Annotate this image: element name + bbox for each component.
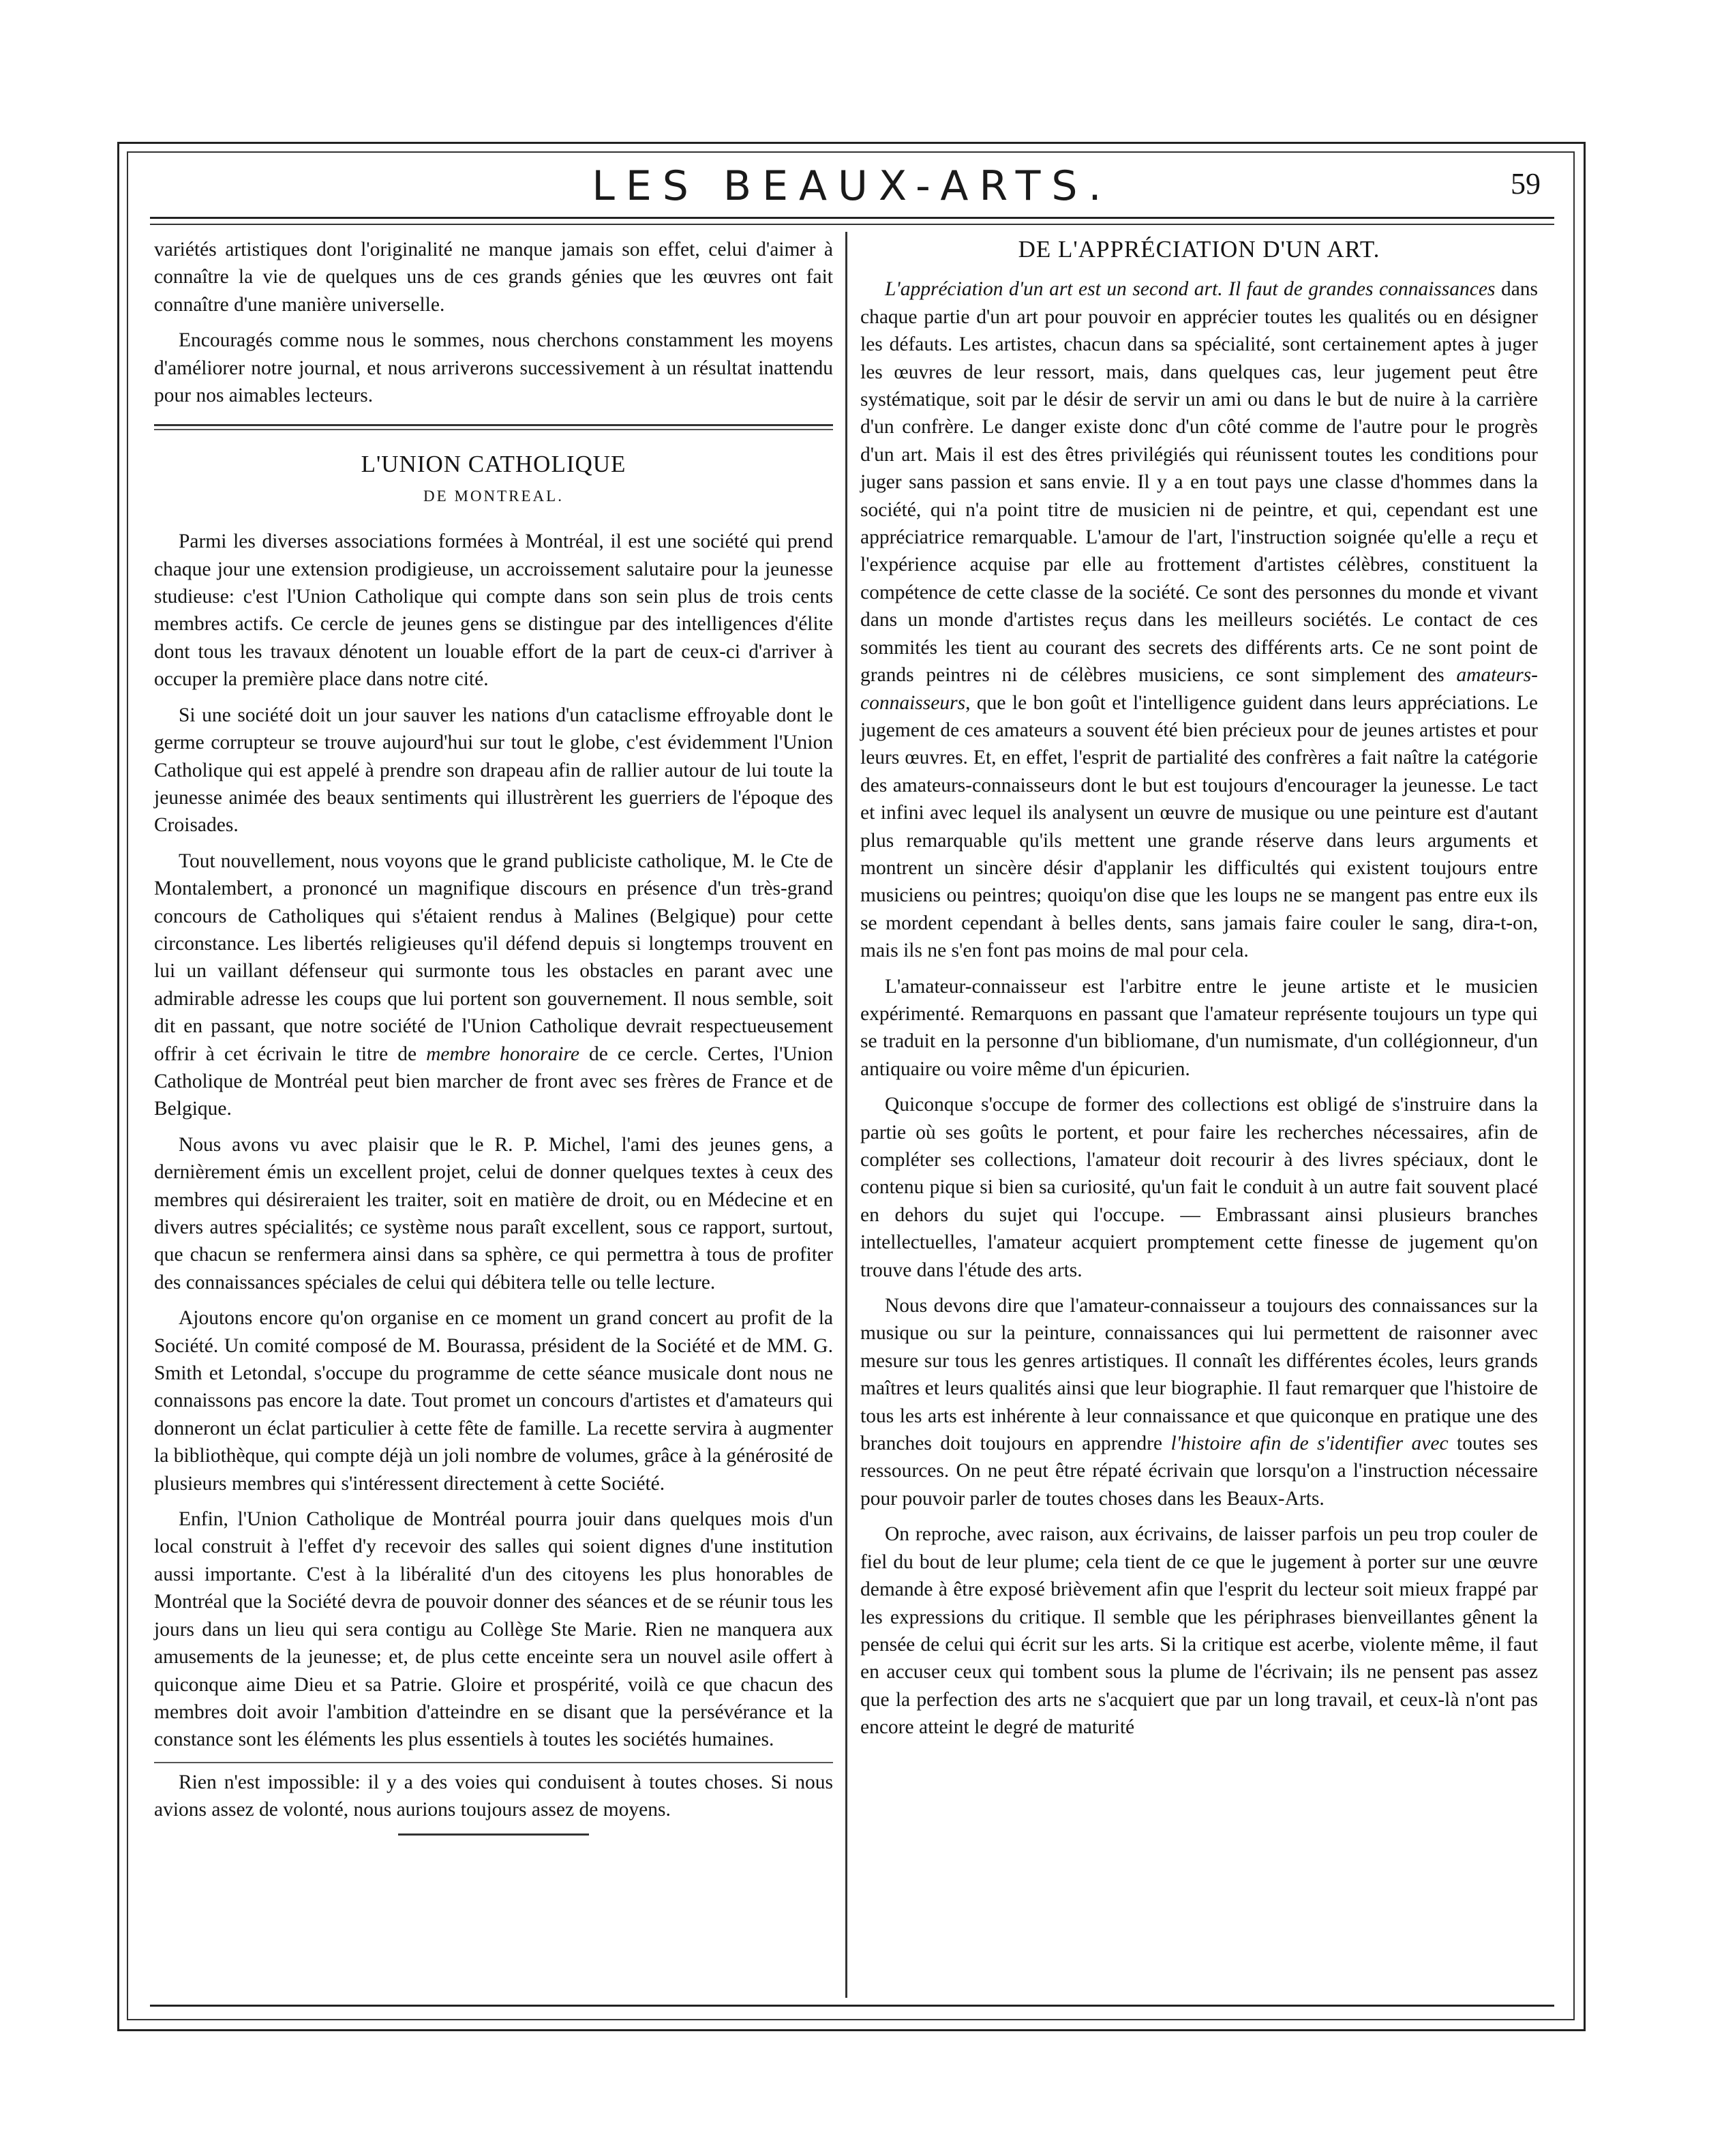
- column-divider: [845, 232, 847, 1998]
- intro-paragraph: Encouragés comme nous le sommes, nous cherchons constamment les moyens d'améliorer notre journal, et nous arriverons successivement à un résultat inattendu pour nos aimables lecteurs.: [154, 329, 833, 407]
- section-separator-thin: [154, 1762, 833, 1763]
- page-number: 59: [1511, 167, 1541, 200]
- article-title: L'UNION CATHOLIQUE: [361, 451, 626, 478]
- header-rule-top: [150, 217, 1554, 219]
- page-header: [150, 158, 1554, 215]
- article-title: DE L'APPRÉCIATION D'UN ART.: [1018, 236, 1380, 263]
- article-paragraph: [860, 1292, 1538, 1512]
- closing-paragraph: Rien n'est impossible: il y a des voies qui conduisent à toutes choses. Si nous avions assez de volonté, nous aurions toujours assez de moyens.: [154, 1771, 833, 1821]
- footer-rule: [150, 2005, 1554, 2007]
- section-separator-thin: [154, 429, 833, 430]
- text-run: dans chaque partie d'un art pour pouvoir en apprécier toutes les qualités ou en désigner les défauts. Les artistes, chacun dans sa spécialité, sont certainement aptes à juger les œuvres de leur ressort, mais, dans quelques cas, leur jugement peut être systématique, soit par le désir de servir un ami ou dans le but de nuire à la carrière d'un confrère. Le danger existe donc d'un côté comme de l'autre pour le progrès d'un art. Mais il est des êtres privilégiés qui réunissent toutes les conditions pour juger sans passion et sans envie. Il y a en tout pays une classe d'hommes dans la société, qui n'a point titre de musicien ni de peintre, et qui, cependant est une appréciatrice remarquable. L'amour de l'art, l'instruction soignée qu'elle a reçu et l'expérience acquise par elle au frottement d'artistes célèbres, constituent la compétence de cette classe de la société. Ce sont des personnes du monde et vivant dans un monde d'artistes reçus dans les meilleurs sociétés. Le contact de ces sommités les tient au courant des secrets des différents arts. Ce ne sont point de grands peintres ni de célèbres musiciens, ce sont simplement des: [860, 278, 1539, 687]
- article-subtitle: DE MONTREAL.: [423, 487, 564, 505]
- right-column: [860, 236, 1538, 1750]
- article-paragraph: Nous avons vu avec plaisir que le R. P. Michel, l'ami des jeunes gens, a dernièrement émis un excellent projet, celui de donner quelques textes à ceux des membres qui désireraient les traiter, soit en matière de droit, ou en Médecine et en divers autres spécialités; ce système nous paraît excellent, sous ce rapport, surtout, que chacun se renfermera ainsi dans sa sphère, ce qui permettra à tous de profiter des connaissances spéciales de celui qui débitera telle ou telle lecture.: [154, 1133, 833, 1293]
- header-rule-bottom: [150, 224, 1554, 225]
- section-separator: [154, 424, 833, 426]
- article-paragraph: On reproche, avec raison, aux écrivains, de laisser parfois un peu trop couler de fiel du bout de leur plume; cela tient de ce que le jugement à porter sur une œuvre demande à être exposé brièvement afin que l'esprit du lecteur soit mieux frappé par les expressions du critique. Il semble que les périphrases bienveillantes gênent la pensée de celui qui écrit sur les arts. Si la critique est acerbe, violente même, il faut en accuser ceux qui tombent sous la plume de l'écrivain; ils ne pensent pas assez que la perfection des arts ne s'acquiert que par un long travail, et ceux-là n'ont pas encore atteint le degré de maturité: [860, 1523, 1538, 1739]
- text-run: Tout nouvellement, nous voyons que le grand publiciste catholique, M. le Cte de Montalembert, a prononcé un magnifique discours en présence d'un très-grand concours de Catholiques qui s'étaient rendus à Malines (Belgique) pour cette circonstance. Les libertés religieuses qu'il défend depuis si longtemps trouvent en lui un vaillant défenseur qui surmonte tous les obstacles en parant avec une admirable adresse les coups que lui portent son gouvernement. Il nous semble, soit dit en passant, que notre société de l'Union Catholique devrait respectueusement offrir à cet écrivain le titre de: [154, 850, 833, 1065]
- article-paragraph: Parmi les diverses associations formées à Montréal, il est une société qui prend chaque jour une extension prodigieuse, un accroissement salutaire pour la jeunesse studieuse: c'est l'Union Catholique qui compte dans son sein plus de trois cents membres actifs. Ce cercle de jeunes gens se distingue par des intelligences d'élite dont tous les travaux dénotent un louable effort de la part de ceux-ci d'arriver à occuper la première place dans notre cité.: [154, 530, 833, 691]
- italic-text: amateurs-connaisseurs: [860, 664, 1539, 714]
- masthead-title: LES BEAUX-ARTS.: [592, 162, 1113, 210]
- article-paragraph: Ajoutons encore qu'on organise en ce moment un grand concert au profit de la Société. Un comité composé de M. Bourassa, président de la Société et de MM. G. Smith et Letondal, s'occupe du programme de cette séance musicale dont nous ne connaissons pas encore la date. Tout promet un concours d'artistes et d'amateurs qui donneront un éclat particulier à cette fête de famille. La recette servira à augmenter la bibliothèque, qui compte déjà un joli nombre de volumes, grâce à la générosité de plusieurs membres qui s'intéressent directement à cette Société.: [154, 1307, 833, 1495]
- italic-text: membre honoraire: [426, 1043, 579, 1065]
- article-paragraph: [860, 275, 1538, 964]
- intro-paragraph: variétés artistiques dont l'originalité ne manque jamais son effet, celui d'aimer à connaître la vie de quelques uns de ces grands génies que les œuvres ont fait connaître d'une manière universelle.: [154, 239, 833, 316]
- text-run: , que le bon goût et l'intelligence guident dans leurs appréciations. Le jugement de ces amateurs a souvent été bien précieux pour de jeunes artistes et pour leurs œuvres. Et, en effet, l'esprit de partialité des confrères a fait naître la catégorie des amateurs-connaisseurs dont le but est toujours d'encourager la jeunesse. Le tact et infini avec lequel ils analysent un œuvre de musique ou une peinture est d'autant plus remarquable qu'ils mettent une grande réserve dans leurs arguments et montrent un sincère désir d'applanir les difficultés qui existent toujours entre musiciens ou peintres; quoiqu'on dise que les loups ne se mangent pas entre eux ils se mordent cependant à belles dents, sans jamais faire couler le sang, dira-t-on, mais ils ne s'en font pas moins de mal pour cela.: [860, 691, 1538, 962]
- article-paragraph: L'amateur-connaisseur est l'arbitre entre le jeune artiste et le musicien expérimenté. Remarquons en passant que l'amateur représente toujours un type qui se traduit en la personne d'un bibliomane, d'un numismate, d'un collégionneur, d'un antiquaire ou voire même d'un épicurien.: [860, 975, 1538, 1080]
- article-paragraph: Si une société doit un jour sauver les nations d'un cataclisme effroyable dont le germe corrupteur se trouve aujourd'hui sur tout le globe, c'est évidemment l'Union Catholique qui est appelé à prendre son drapeau afin de rallier autour de lui toute la jeunesse animée des beaux sentiments qui illustrèrent les guerriers de l'époque des Croisades.: [154, 704, 833, 837]
- end-rule: [398, 1833, 589, 1836]
- article-paragraph: Enfin, l'Union Catholique de Montréal pourra jouir dans quelques mois d'un local construit à l'effet d'y recevoir des salles qui soient dignes d'une institution aussi importante. C'est à la libéralité d'un des citoyens les plus honorables de Montréal que la Société devra de pouvoir donner des séances et de se réunir tous les jours dans un lieu qui sera contigu au Collège Ste Marie. Rien ne manquera aux amusements de la jeunesse; et, de plus cette enceinte sera un nouvel asile offert à quiconque aime Dieu et sa Patrie. Gloire et prospérité, voilà ce que chacun des membres doit avoir l'ambition d'atteindre en se disant que la persévérance et la constance sont les éléments les plus essentiels à toutes les sociétés humaines.: [154, 1508, 833, 1751]
- italic-text: L'appréciation d'un art est un second art. Il faut de grandes connaissances: [885, 278, 1496, 301]
- left-column: [154, 236, 833, 1836]
- text-run: toutes ses ressources. On ne peut être répaté écrivain que lorsqu'on a l'instruction nécessaire pour pouvoir parler de toutes choses dans les Beaux-Arts.: [860, 1433, 1539, 1510]
- article-paragraph: [154, 848, 833, 1123]
- text-run: Nous devons dire que l'amateur-connaisseur a toujours des connaissances sur la musique ou sur la peinture, connaissances qui lui permettent de raisonner avec mesure sur tous les genres artistiques. Il connaît les différentes écoles, leurs grands maîtres et leurs qualités ainsi que leur biographie. Il faut remarquer que l'histoire de tous les arts est inhérente à leur connaissance et que quiconque en pratique une des branches doit toujours en apprendre: [860, 1295, 1538, 1455]
- italic-text: l'histoire afin de s'identifier avec: [1170, 1433, 1449, 1455]
- article-paragraph: Quiconque s'occupe de former des collections est obligé de s'instruire dans la partie où ses goûts le portent, et pour faire les recherches nécessaires, afin de compléter ses collections, l'amateur doit recourir à des livres spéciaux, dont le contenu pique si bien sa curiosité, qu'un fait le conduit à un autre fait souvent placé en dehors du sujet qui l'occupe. — Embrassant ainsi plusieurs branches intellectuelles, l'amateur acquiert promptement cette finesse de jugement qu'on trouve dans l'étude des arts.: [860, 1094, 1538, 1281]
- text-run: de ce cercle. Certes, l'Union Catholique de Montréal peut bien marcher de front avec ses frères de France et de Belgique.: [154, 1043, 834, 1120]
